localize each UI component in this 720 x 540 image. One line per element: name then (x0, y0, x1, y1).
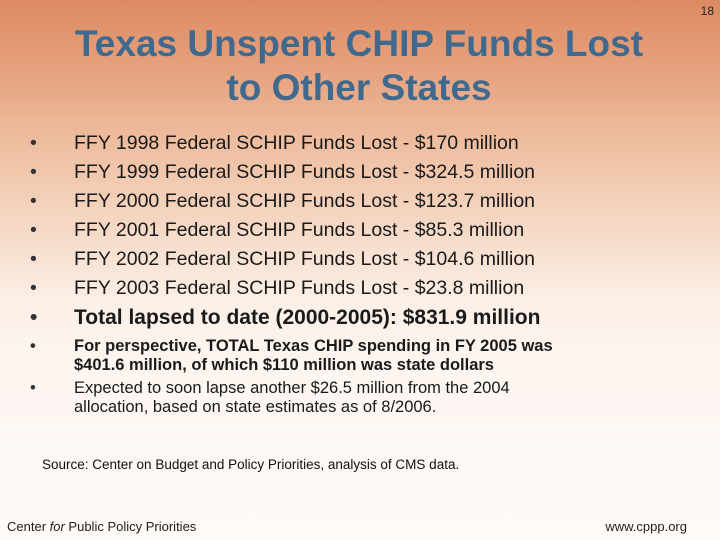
bullet-icon: • (30, 132, 37, 154)
bullet-icon: • (30, 219, 37, 241)
bullet-icon: • (30, 337, 36, 355)
footer-url: www.cppp.org (605, 519, 687, 534)
bullet-icon: • (30, 190, 37, 212)
funds-lost-list (30, 129, 535, 303)
slide-number: 18 (700, 4, 714, 18)
bullet-icon: • (30, 306, 38, 329)
footer-org-prefix: Center (7, 519, 50, 534)
perspective-line-2: $401.6 million, of which $110 million was state dollars (74, 356, 494, 374)
slide-title-line-2: to Other States (226, 67, 492, 108)
expected-lapse-line-1: Expected to soon lapse another $26.5 million from the 2004 (74, 379, 510, 397)
list-item-text: FFY 1999 Federal SCHIP Funds Lost - $324.5 million (74, 161, 536, 183)
list-item (30, 187, 535, 216)
footer-org-suffix: Public Policy Priorities (64, 519, 197, 534)
bullet-icon: • (30, 248, 37, 270)
list-item-text: FFY 2003 Federal SCHIP Funds Lost - $23.8 million (74, 277, 525, 299)
bullet-icon: • (30, 161, 37, 183)
list-item-text: FFY 2001 Federal SCHIP Funds Lost - $85.3 million (74, 219, 525, 241)
slide-title (0, 22, 718, 110)
list-item (30, 274, 535, 303)
list-item-text: FFY 2002 Federal SCHIP Funds Lost - $104.6 million (74, 248, 536, 270)
list-item-text: FFY 2000 Federal SCHIP Funds Lost - $123.7 million (74, 190, 536, 212)
footer-org-for: for (49, 519, 65, 534)
list-item-text: FFY 1998 Federal SCHIP Funds Lost - $170 million (74, 132, 519, 154)
notes-list (30, 337, 553, 421)
bullet-icon: • (30, 379, 36, 397)
source-note: Source: Center on Budget and Policy Priorities, analysis of CMS data. (42, 457, 460, 472)
list-item (30, 245, 535, 274)
list-item (30, 216, 535, 245)
total-lapsed-item (30, 305, 540, 331)
list-item (30, 129, 535, 158)
expected-lapse-item (30, 379, 553, 417)
bullet-icon: • (30, 277, 37, 299)
total-lapsed-text: Total lapsed to date (2000-2005): $831.9 million (74, 306, 541, 329)
footer-organization (7, 519, 196, 534)
list-item (30, 158, 535, 187)
perspective-item (30, 337, 553, 375)
total-list (30, 305, 540, 331)
slide-title-line-1: Texas Unspent CHIP Funds Lost (74, 23, 644, 64)
perspective-line-1: For perspective, TOTAL Texas CHIP spending in FY 2005 was (74, 337, 553, 355)
expected-lapse-line-2: allocation, based on state estimates as of 8/2006. (74, 398, 437, 416)
